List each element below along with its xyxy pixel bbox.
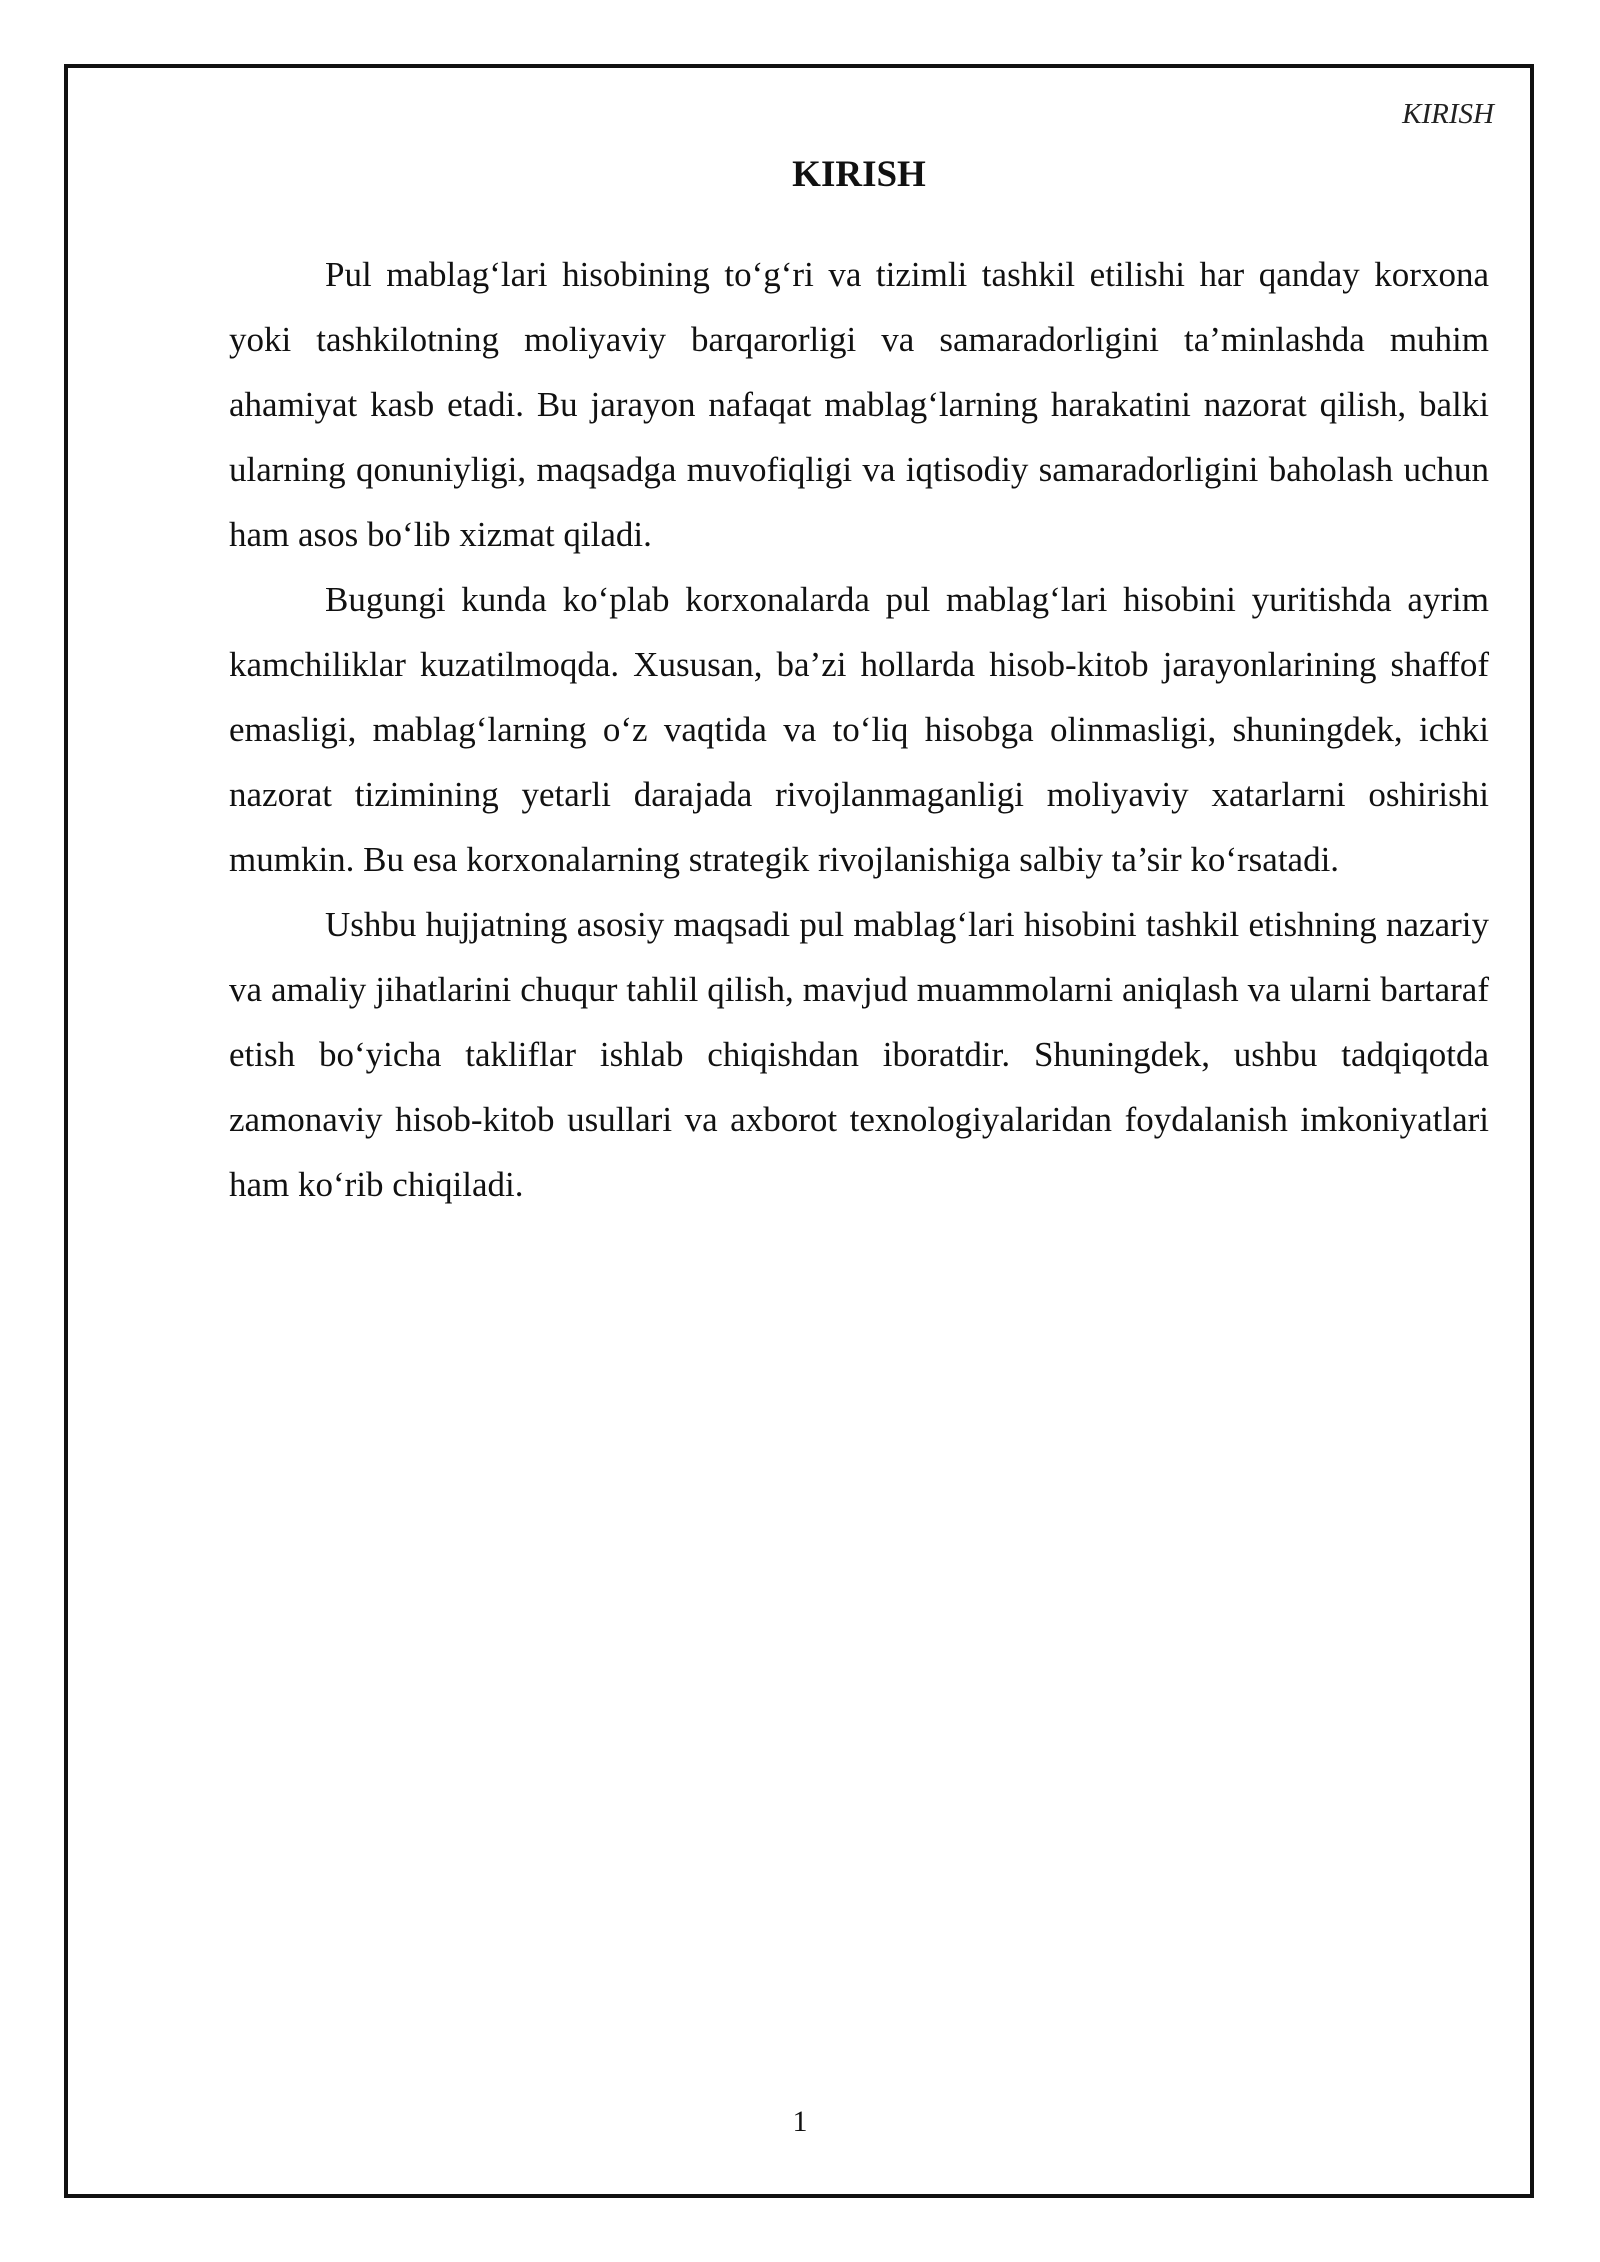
page-number: 1 [792, 2105, 808, 2138]
paragraph: Ushbu hujjatning asosiy maqsadi pul mablag‘lari hisobini tashkil etishning nazariy va amaliy jihatlarini chuqur tahlil qilish, mavjud muammolarni aniqlash va ularni bartaraf etish bo‘yicha takliflar ishlab chiqishdan iboratdir. Shuningdek, ushbu tadqiqotda zamonaviy hisob-kitob usullari va axborot texnologiyalaridan foydalanish imkoniyatlari ham ko‘rib chiqiladi. [229, 905, 1489, 1204]
running-header: KIRISH [1402, 98, 1494, 130]
paragraph: Pul mablag‘lari hisobining to‘g‘ri va tizimli tashkil etilishi har qanday korxona yoki tashkilotning moliyaviy barqarorligi va samaradorligini ta’minlashda muhim ahamiyat kasb etadi. Bu jarayon nafaqat mablag‘larning harakatini nazorat qilish, balki ularning qonuniyligi, maqsadga muvofiqligi va iqtisodiy samaradorligini baholash uchun ham asos bo‘lib xizmat qiladi. [229, 255, 1489, 554]
document-body [229, 242, 1489, 1217]
paragraph: Bugungi kunda ko‘plab korxonalarda pul mablag‘lari hisobini yuritishda ayrim kamchiliklar kuzatilmoqda. Xususan, ba’zi hollarda hisob-kitob jarayonlarining shaffof emasligi, mablag‘larning o‘z vaqtida va to‘liq hisobga olinmasligi, shuningdek, ichki nazorat tizimining yetarli darajada rivojlanmaganligi moliyaviy xatarlarni oshirishi mumkin. Bu esa korxonalarning strategik rivojlanishiga salbiy ta’sir ko‘rsatadi. [229, 580, 1489, 879]
page-title: KIRISH [792, 154, 926, 195]
